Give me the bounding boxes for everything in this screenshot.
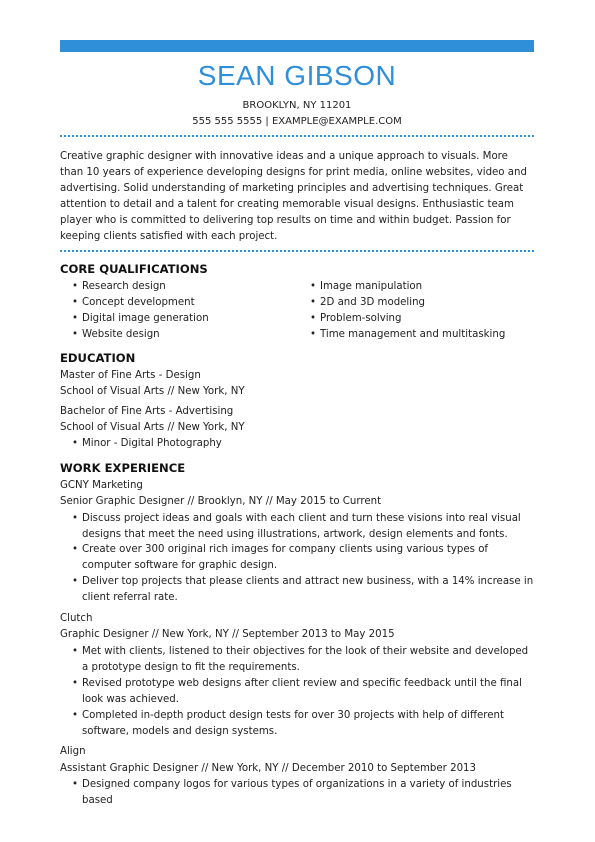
qualification-item: • Image manipulation xyxy=(320,279,422,295)
job-bullet: • Met with clients, listened to their objectives for the look of their website and developed a prototype design to fit the requirements. xyxy=(82,644,534,676)
education-note: • Minor - Digital Photography xyxy=(82,436,222,452)
contact-address: BROOKLYN, NY 11201 xyxy=(242,100,352,111)
divider-top xyxy=(60,135,534,137)
job-bullet: • Deliver top projects that please clients and attract new business, with a 14% increase in client referral rate. xyxy=(82,574,534,606)
section-heading-experience: WORK EXPERIENCE xyxy=(60,461,186,475)
job-bullet: • Designed company logos for various types of organizations in a variety of industries based xyxy=(82,777,534,809)
qualification-item: • Concept development xyxy=(82,295,195,311)
section-heading-education: EDUCATION xyxy=(60,351,136,365)
job-title-line: Assistant Graphic Designer // New York, NY // December 2010 to September 2013 xyxy=(60,763,477,774)
education-school: School of Visual Arts // New York, NY xyxy=(60,422,245,433)
education-degree: Master of Fine Arts - Design xyxy=(60,370,201,381)
header-accent-bar xyxy=(60,40,534,52)
qualification-item: • 2D and 3D modeling xyxy=(320,295,425,311)
candidate-name: SEAN GIBSON xyxy=(197,60,397,91)
job-title-line: Graphic Designer // New York, NY // September 2013 to May 2015 xyxy=(60,629,395,640)
qualification-item: • Research design xyxy=(82,279,166,295)
job-company: Clutch xyxy=(60,613,93,624)
education-degree: Bachelor of Fine Arts - Advertising xyxy=(60,406,234,417)
qualification-item: • Website design xyxy=(82,327,160,343)
professional-summary: Creative graphic designer with innovative ideas and a unique approach to visuals. More than 10 years of experience developing designs for print media, online websites, video and advertising. Solid understanding of marketing principles and advertising techniques. Great attention to detail and a talent for creating memorable visual designs. Enthusiastic team player who is committed to delivering top results on time and within budget. Passion for keeping clients satisfied with each project. xyxy=(60,151,527,243)
job-company: Align xyxy=(60,746,86,757)
contact-phone-email: 555 555 5555 | EXAMPLE@EXAMPLE.COM xyxy=(192,116,402,127)
job-bullet: • Discuss project ideas and goals with each client and turn these visions into real visual designs that meet the need using illustrations, artwork, design elements and fonts. xyxy=(82,511,534,543)
job-bullet: • Create over 300 original rich images for company clients using various types of computer software for graphic design. xyxy=(82,542,534,574)
job-bullet: • Revised prototype web designs after client review and specific feedback until the final look was achieved. xyxy=(82,676,534,708)
job-title-line: Senior Graphic Designer // Brooklyn, NY // May 2015 to Current xyxy=(60,496,382,507)
qualification-item: • Digital image generation xyxy=(82,311,209,327)
divider-summary xyxy=(60,250,534,252)
education-school: School of Visual Arts // New York, NY xyxy=(60,386,245,397)
job-company: GCNY Marketing xyxy=(60,480,143,491)
job-bullet: • Completed in-depth product design tests for over 30 projects with help of different software, models and design systems. xyxy=(82,708,534,740)
section-heading-qualifications: CORE QUALIFICATIONS xyxy=(60,262,208,276)
qualification-item: • Problem-solving xyxy=(320,311,401,327)
qualification-item: • Time management and multitasking xyxy=(320,327,505,343)
